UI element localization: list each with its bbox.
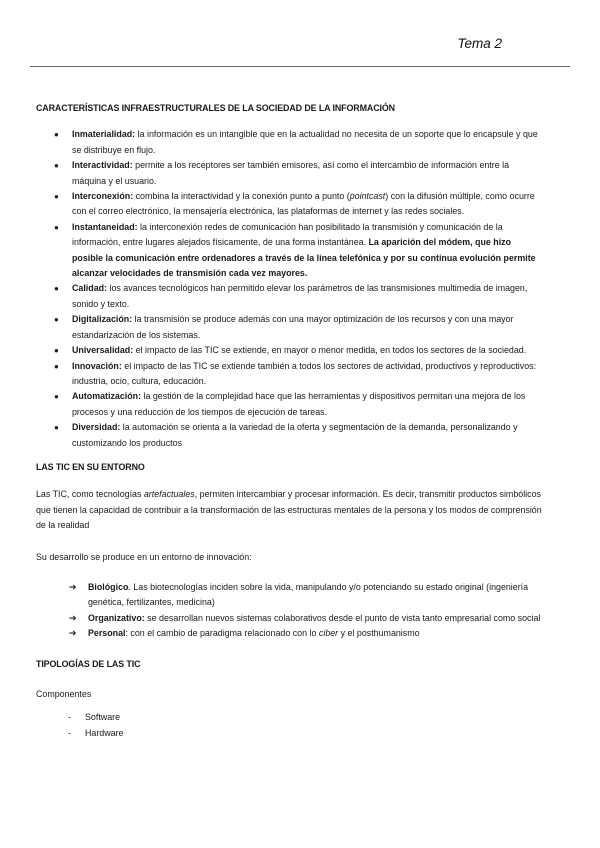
item-emphasis: pointcast <box>349 191 386 202</box>
paragraph-emphasis: artefactuales <box>143 489 195 500</box>
paragraph-text: Las TIC, como tecnologías <box>36 489 144 500</box>
item-term: Inmaterialidad: <box>72 129 136 140</box>
item-text: . Las biotecnologías inciden sobre la vida, manipulando y/o potenciando su estado original (ingeniería genética, fertilizantes, medicina) <box>88 581 529 608</box>
bullet-icon: ● <box>54 392 59 402</box>
item-text: y el posthumanismo <box>338 628 420 639</box>
dash-marker: - <box>68 727 71 738</box>
innovation-list <box>36 580 542 642</box>
components-label: Componentes <box>36 689 92 699</box>
item-term: Digitalización: <box>72 314 133 325</box>
item-emphasis: ciber <box>318 628 339 639</box>
item-text: la automación se orienta a la variedad de la oferta y segmentación de la demanda, personalizando y customizando los productos <box>72 422 518 448</box>
bullet-icon: ● <box>54 130 59 140</box>
arrow-right-icon: ➔ <box>69 581 77 592</box>
item-text: Hardware <box>85 727 124 738</box>
section-title-caracteristicas: CARACTERÍSTICAS INFRAESTRUCTURALES DE LA SOCIEDAD DE LA INFORMACIÓN <box>36 103 395 113</box>
list-item <box>36 158 542 189</box>
item-term: Interactividad: <box>72 160 133 171</box>
list-item <box>36 359 542 390</box>
item-text: la información es un intangible que en la actualidad no necesita de un soporte que lo encapsule y que se distribuye en flujo. <box>72 129 538 155</box>
bullet-icon: ● <box>54 423 59 433</box>
item-term: Instantaneidad: <box>72 221 138 232</box>
item-text: los avances tecnológicos han permitido elevar los parámetros de las transmisiones multimedia de imagen, sonido y texto. <box>72 283 528 309</box>
paragraph: Su desarrollo se produce en un entorno de innovación: <box>36 551 252 562</box>
item-term: Organizativo: <box>88 612 145 623</box>
header-title: Tema 2 <box>457 36 502 51</box>
document-body <box>36 101 542 741</box>
item-text: el impacto de las TIC se extiende también a todos los sectores de actividad, productivos y reproductivos: industria, ocio, cultura, educación. <box>72 360 537 386</box>
item-text: la interconexión redes de comunicación han posibilitado la transmisión y comunicación de la información, entre lugares alejados físicamente, de una forma instantánea. <box>72 221 503 248</box>
section-title-tipologias: TIPOLOGÍAS DE LAS TIC <box>36 658 141 669</box>
list-item <box>36 726 542 741</box>
item-text: combina la interactividad y la conexión punto a punto ( <box>133 191 350 202</box>
list-item <box>36 710 542 725</box>
bullet-icon: ● <box>54 222 59 232</box>
bullet-icon: ● <box>54 346 59 356</box>
list-item <box>36 189 542 220</box>
item-term: Innovación: <box>72 360 122 371</box>
bullet-icon: ● <box>54 315 59 325</box>
list-item <box>36 389 542 420</box>
item-text: el impacto de las TIC se extiende, en mayor o menor medida, en todos los sectores de la sociedad. <box>133 345 527 356</box>
item-term: Universalidad: <box>72 345 134 356</box>
item-text: se desarrollan nuevos sistemas colaborativos desde el punto de vista tanto empresarial como social <box>144 612 541 623</box>
list-item <box>36 281 542 312</box>
list-item <box>36 626 542 641</box>
bullet-icon: ● <box>54 361 59 371</box>
item-text: Software <box>85 712 121 723</box>
section-title-entorno: LAS TIC EN SU ENTORNO <box>36 461 145 472</box>
bullet-icon: ● <box>54 192 59 202</box>
dash-marker: - <box>68 712 71 723</box>
item-term: Diversidad: <box>72 422 121 433</box>
item-bold-text: La aparición del módem, que hizo posible la comunicación entre ordenadores a través de la línea telefónica y por su continua evolución permite alcanzar velocidades de transmisión cada vez mayores. <box>72 237 536 279</box>
list-item <box>36 127 542 158</box>
bullet-icon: ● <box>54 161 59 171</box>
paragraph <box>36 487 542 533</box>
list-item <box>36 611 542 626</box>
item-text: la gestión de la complejidad hace que las herramientas y dispositivos permitan una mejora de los procesos y una reducción de los tiempos de ejecución de tareas. <box>72 391 526 417</box>
arrow-right-icon: ➔ <box>69 612 77 623</box>
arrow-right-icon: ➔ <box>69 628 77 639</box>
bullet-icon: ● <box>54 284 59 294</box>
header-rule <box>30 66 570 67</box>
list-item <box>36 343 542 358</box>
item-term: Calidad: <box>72 283 108 294</box>
list-item <box>36 420 542 451</box>
list-item <box>36 580 542 611</box>
item-text: : con el cambio de paradigma relacionado con lo <box>125 628 319 639</box>
characteristics-list <box>36 127 542 451</box>
paragraph-text: , permiten intercambiar y procesar información. Es decir, transmitir productos simbólicos que tienen la capacidad de contribuir a la transformación de las estructuras mentales de la persona y los modos de comprensión de la realidad <box>36 489 542 531</box>
item-text: ) con la difusión múltiple, como ocurre con el correo electrónico, la mensajería electrónica, las plataformas de internet y las redes sociales. <box>72 191 535 217</box>
item-term: Biológico <box>88 581 129 592</box>
item-term: Personal <box>88 628 126 639</box>
list-item <box>36 312 542 343</box>
item-text: la transmisión se produce además con una mayor optimización de los recursos y con una mayor estandarización de los sistemas. <box>72 314 514 340</box>
item-term: Interconexión: <box>72 191 134 202</box>
list-item <box>36 220 542 282</box>
item-text: permite a los receptores ser también emisores, así como el intercambio de información entre la máquina y el usuario. <box>72 160 510 186</box>
item-term: Automatización: <box>72 391 142 402</box>
components-list <box>36 710 542 741</box>
